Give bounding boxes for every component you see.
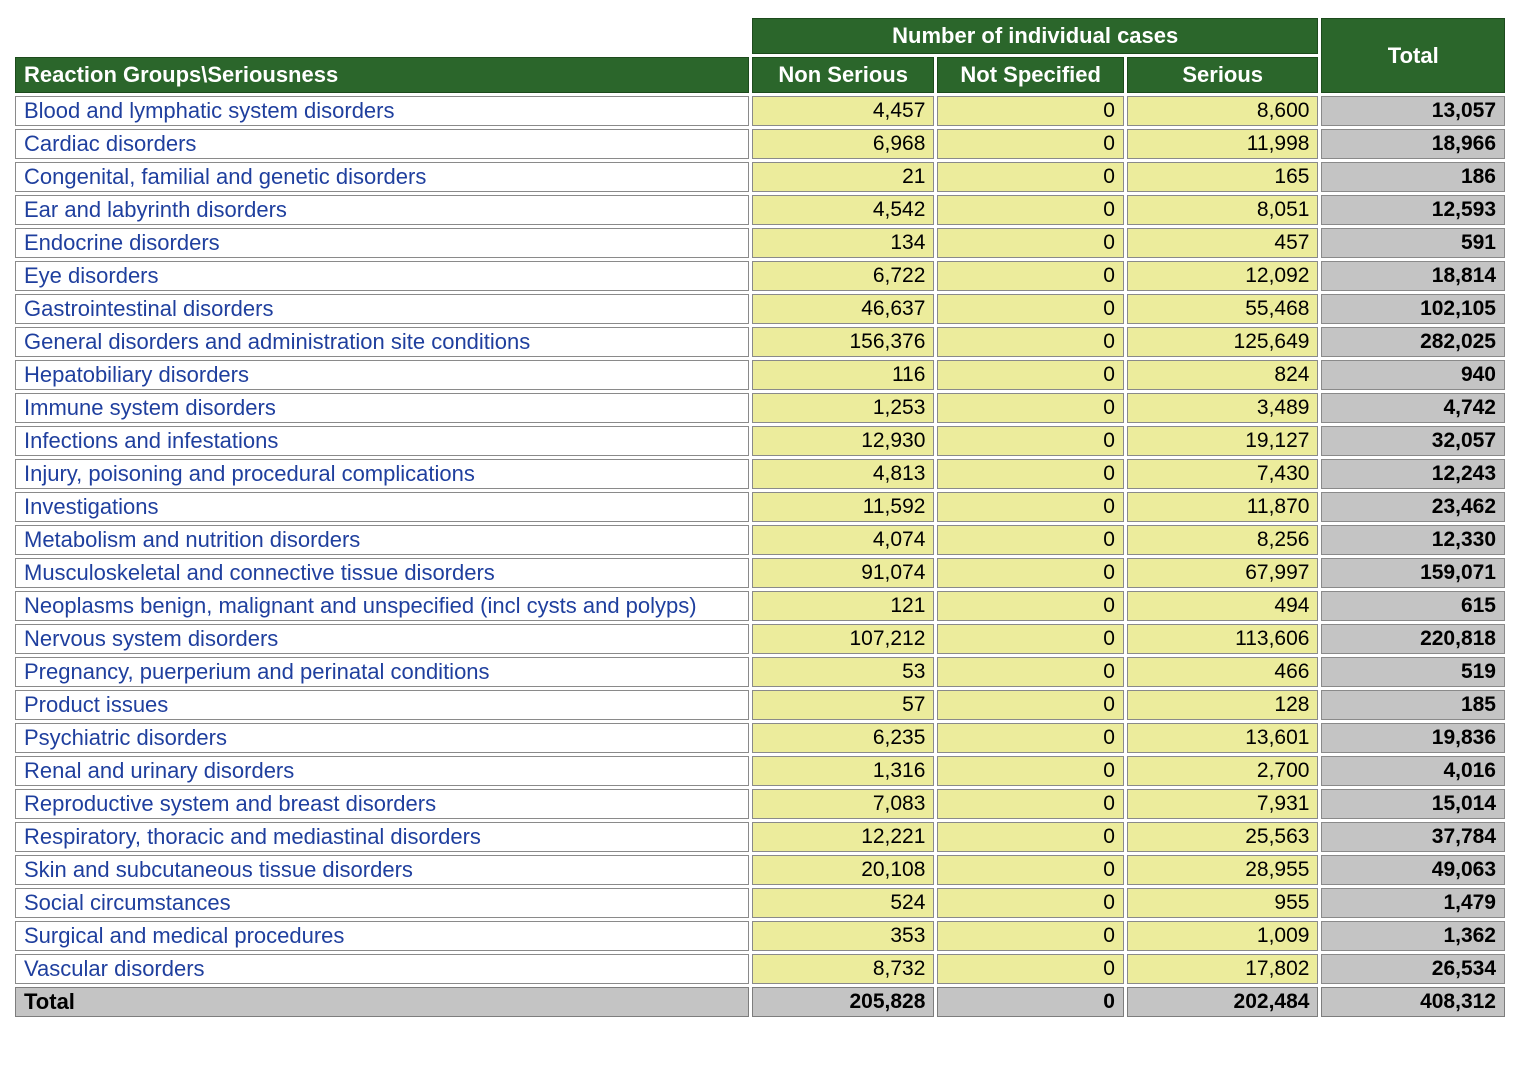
table-row: [15, 756, 1505, 786]
serious-cell[interactable]: 8,256: [1127, 525, 1319, 555]
serious-cell[interactable]: 28,955: [1127, 855, 1319, 885]
non-serious-cell[interactable]: 46,637: [752, 294, 934, 324]
serious-cell[interactable]: 11,870: [1127, 492, 1319, 522]
non-serious-cell[interactable]: 6,722: [752, 261, 934, 291]
not-specified-cell[interactable]: 0: [937, 954, 1124, 984]
reaction-group-label[interactable]: Metabolism and nutrition disorders: [15, 525, 749, 555]
table-row: [15, 228, 1505, 258]
header-not-specified: Not Specified: [937, 57, 1124, 93]
serious-cell[interactable]: 13,601: [1127, 723, 1319, 753]
serious-cell[interactable]: 165: [1127, 162, 1319, 192]
reaction-group-label[interactable]: Infections and infestations: [15, 426, 749, 456]
row-total-cell: 615: [1321, 591, 1505, 621]
reaction-group-label[interactable]: Pregnancy, puerperium and perinatal conditions: [15, 657, 749, 687]
reaction-group-label[interactable]: Product issues: [15, 690, 749, 720]
reaction-group-label[interactable]: Investigations: [15, 492, 749, 522]
not-specified-cell[interactable]: 0: [937, 855, 1124, 885]
table-row: [15, 129, 1505, 159]
non-serious-cell[interactable]: 4,813: [752, 459, 934, 489]
row-total-cell: 4,016: [1321, 756, 1505, 786]
row-total-cell: 13,057: [1321, 96, 1505, 126]
serious-cell[interactable]: 125,649: [1127, 327, 1319, 357]
not-specified-cell[interactable]: 0: [937, 657, 1124, 687]
not-specified-cell[interactable]: 0: [937, 96, 1124, 126]
header-reaction-groups: Reaction Groups\Seriousness: [15, 57, 749, 93]
non-serious-cell[interactable]: 12,930: [752, 426, 934, 456]
reaction-group-label[interactable]: Gastrointestinal disorders: [15, 294, 749, 324]
reaction-group-label[interactable]: Immune system disorders: [15, 393, 749, 423]
serious-cell[interactable]: 17,802: [1127, 954, 1319, 984]
grand-total-total: 408,312: [1321, 987, 1505, 1017]
table-row: [15, 723, 1505, 753]
row-total-cell: 49,063: [1321, 855, 1505, 885]
table-row: [15, 96, 1505, 126]
serious-cell[interactable]: 824: [1127, 360, 1319, 390]
reaction-group-label[interactable]: Skin and subcutaneous tissue disorders: [15, 855, 749, 885]
table-row: [15, 195, 1505, 225]
reaction-group-label[interactable]: General disorders and administration site conditions: [15, 327, 749, 357]
table-row: [15, 657, 1505, 687]
serious-cell[interactable]: 67,997: [1127, 558, 1319, 588]
non-serious-cell[interactable]: 116: [752, 360, 934, 390]
row-total-cell: 282,025: [1321, 327, 1505, 357]
not-specified-cell[interactable]: 0: [937, 690, 1124, 720]
grand-total-row: [15, 987, 1505, 1017]
non-serious-cell[interactable]: 4,074: [752, 525, 934, 555]
not-specified-cell[interactable]: 0: [937, 426, 1124, 456]
reaction-group-label[interactable]: Nervous system disorders: [15, 624, 749, 654]
non-serious-cell[interactable]: 8,732: [752, 954, 934, 984]
reaction-group-label[interactable]: Endocrine disorders: [15, 228, 749, 258]
non-serious-cell[interactable]: 1,253: [752, 393, 934, 423]
row-total-cell: 220,818: [1321, 624, 1505, 654]
not-specified-cell[interactable]: 0: [937, 921, 1124, 951]
reaction-group-label[interactable]: Psychiatric disorders: [15, 723, 749, 753]
serious-cell[interactable]: 12,092: [1127, 261, 1319, 291]
header-total-column: Total: [1321, 18, 1505, 93]
not-specified-cell[interactable]: 0: [937, 459, 1124, 489]
non-serious-cell[interactable]: 21: [752, 162, 934, 192]
row-total-cell: 940: [1321, 360, 1505, 390]
row-total-cell: 186: [1321, 162, 1505, 192]
non-serious-cell[interactable]: 4,542: [752, 195, 934, 225]
reaction-group-label[interactable]: Reproductive system and breast disorders: [15, 789, 749, 819]
row-total-cell: 37,784: [1321, 822, 1505, 852]
serious-cell[interactable]: 8,051: [1127, 195, 1319, 225]
not-specified-cell[interactable]: 0: [937, 228, 1124, 258]
row-total-cell: 18,814: [1321, 261, 1505, 291]
table-row: [15, 525, 1505, 555]
reaction-group-label[interactable]: Social circumstances: [15, 888, 749, 918]
header-row-group: [15, 18, 1505, 54]
table-row: [15, 492, 1505, 522]
table-row: [15, 558, 1505, 588]
not-specified-cell[interactable]: 0: [937, 294, 1124, 324]
non-serious-cell[interactable]: 6,235: [752, 723, 934, 753]
row-total-cell: 19,836: [1321, 723, 1505, 753]
row-total-cell: 15,014: [1321, 789, 1505, 819]
row-total-cell: 18,966: [1321, 129, 1505, 159]
serious-cell[interactable]: 128: [1127, 690, 1319, 720]
reaction-group-label[interactable]: Ear and labyrinth disorders: [15, 195, 749, 225]
table-row: [15, 855, 1505, 885]
serious-cell[interactable]: 457: [1127, 228, 1319, 258]
reaction-group-label[interactable]: Vascular disorders: [15, 954, 749, 984]
reaction-group-label[interactable]: Cardiac disorders: [15, 129, 749, 159]
non-serious-cell[interactable]: 91,074: [752, 558, 934, 588]
row-total-cell: 1,362: [1321, 921, 1505, 951]
serious-cell[interactable]: 3,489: [1127, 393, 1319, 423]
non-serious-cell[interactable]: 7,083: [752, 789, 934, 819]
row-total-cell: 12,330: [1321, 525, 1505, 555]
reaction-group-label[interactable]: Renal and urinary disorders: [15, 756, 749, 786]
table-body: [15, 96, 1505, 984]
table-row: [15, 921, 1505, 951]
not-specified-cell[interactable]: 0: [937, 360, 1124, 390]
reaction-groups-table: [12, 15, 1508, 1020]
not-specified-cell[interactable]: 0: [937, 591, 1124, 621]
table-row: [15, 360, 1505, 390]
table-row: [15, 789, 1505, 819]
header-non-serious: Non Serious: [752, 57, 934, 93]
non-serious-cell[interactable]: 53: [752, 657, 934, 687]
non-serious-cell[interactable]: 57: [752, 690, 934, 720]
non-serious-cell[interactable]: 156,376: [752, 327, 934, 357]
row-total-cell: 12,593: [1321, 195, 1505, 225]
grand-total-label: Total: [15, 987, 749, 1017]
grand-total-serious: 202,484: [1127, 987, 1319, 1017]
not-specified-cell[interactable]: 0: [937, 723, 1124, 753]
non-serious-cell[interactable]: 107,212: [752, 624, 934, 654]
not-specified-cell[interactable]: 0: [937, 162, 1124, 192]
not-specified-cell[interactable]: 0: [937, 492, 1124, 522]
table-row: [15, 327, 1505, 357]
not-specified-cell[interactable]: 0: [937, 327, 1124, 357]
serious-cell[interactable]: 11,998: [1127, 129, 1319, 159]
non-serious-cell[interactable]: 134: [752, 228, 934, 258]
table-row: [15, 426, 1505, 456]
non-serious-cell[interactable]: 1,316: [752, 756, 934, 786]
non-serious-cell[interactable]: 6,968: [752, 129, 934, 159]
serious-cell[interactable]: 8,600: [1127, 96, 1319, 126]
header-serious: Serious: [1127, 57, 1319, 93]
not-specified-cell[interactable]: 0: [937, 261, 1124, 291]
table-row: [15, 294, 1505, 324]
reaction-group-label[interactable]: Musculoskeletal and connective tissue disorders: [15, 558, 749, 588]
row-total-cell: 519: [1321, 657, 1505, 687]
serious-cell[interactable]: 55,468: [1127, 294, 1319, 324]
not-specified-cell[interactable]: 0: [937, 525, 1124, 555]
row-total-cell: 159,071: [1321, 558, 1505, 588]
serious-cell[interactable]: 466: [1127, 657, 1319, 687]
not-specified-cell[interactable]: 0: [937, 888, 1124, 918]
table-row: [15, 459, 1505, 489]
serious-cell[interactable]: 955: [1127, 888, 1319, 918]
reaction-group-label[interactable]: Eye disorders: [15, 261, 749, 291]
non-serious-cell[interactable]: 4,457: [752, 96, 934, 126]
reaction-group-label[interactable]: Hepatobiliary disorders: [15, 360, 749, 390]
table-row: [15, 822, 1505, 852]
serious-cell[interactable]: 19,127: [1127, 426, 1319, 456]
reaction-group-label[interactable]: Surgical and medical procedures: [15, 921, 749, 951]
reaction-group-label[interactable]: Injury, poisoning and procedural complications: [15, 459, 749, 489]
non-serious-cell[interactable]: 121: [752, 591, 934, 621]
serious-cell[interactable]: 113,606: [1127, 624, 1319, 654]
grand-total-non-serious: 205,828: [752, 987, 934, 1017]
row-total-cell: 23,462: [1321, 492, 1505, 522]
header-group-title: Number of individual cases: [752, 18, 1319, 54]
table-row: [15, 261, 1505, 291]
not-specified-cell[interactable]: 0: [937, 756, 1124, 786]
table-row: [15, 888, 1505, 918]
row-total-cell: 4,742: [1321, 393, 1505, 423]
non-serious-cell[interactable]: 524: [752, 888, 934, 918]
not-specified-cell[interactable]: 0: [937, 789, 1124, 819]
table-row: [15, 591, 1505, 621]
table-row: [15, 624, 1505, 654]
row-total-cell: 185: [1321, 690, 1505, 720]
not-specified-cell[interactable]: 0: [937, 129, 1124, 159]
row-total-cell: 26,534: [1321, 954, 1505, 984]
table-row: [15, 162, 1505, 192]
serious-cell[interactable]: 2,700: [1127, 756, 1319, 786]
non-serious-cell[interactable]: 353: [752, 921, 934, 951]
not-specified-cell[interactable]: 0: [937, 822, 1124, 852]
reaction-group-label[interactable]: Respiratory, thoracic and mediastinal disorders: [15, 822, 749, 852]
row-total-cell: 591: [1321, 228, 1505, 258]
table-row: [15, 690, 1505, 720]
grand-total-not-specified: 0: [937, 987, 1124, 1017]
serious-cell[interactable]: 1,009: [1127, 921, 1319, 951]
serious-cell[interactable]: 494: [1127, 591, 1319, 621]
reaction-group-label[interactable]: Congenital, familial and genetic disorders: [15, 162, 749, 192]
row-total-cell: 102,105: [1321, 294, 1505, 324]
table-row: [15, 393, 1505, 423]
non-serious-cell[interactable]: 11,592: [752, 492, 934, 522]
reaction-group-label[interactable]: Neoplasms benign, malignant and unspecified (incl cysts and polyps): [15, 591, 749, 621]
row-total-cell: 32,057: [1321, 426, 1505, 456]
header-row-columns: [15, 57, 1505, 93]
table-row: [15, 954, 1505, 984]
not-specified-cell[interactable]: 0: [937, 393, 1124, 423]
not-specified-cell[interactable]: 0: [937, 558, 1124, 588]
not-specified-cell[interactable]: 0: [937, 624, 1124, 654]
serious-cell[interactable]: 7,931: [1127, 789, 1319, 819]
row-total-cell: 12,243: [1321, 459, 1505, 489]
reaction-group-label[interactable]: Blood and lymphatic system disorders: [15, 96, 749, 126]
non-serious-cell[interactable]: 12,221: [752, 822, 934, 852]
serious-cell[interactable]: 25,563: [1127, 822, 1319, 852]
serious-cell[interactable]: 7,430: [1127, 459, 1319, 489]
header-blank-spacer: [15, 18, 749, 54]
row-total-cell: 1,479: [1321, 888, 1505, 918]
non-serious-cell[interactable]: 20,108: [752, 855, 934, 885]
not-specified-cell[interactable]: 0: [937, 195, 1124, 225]
